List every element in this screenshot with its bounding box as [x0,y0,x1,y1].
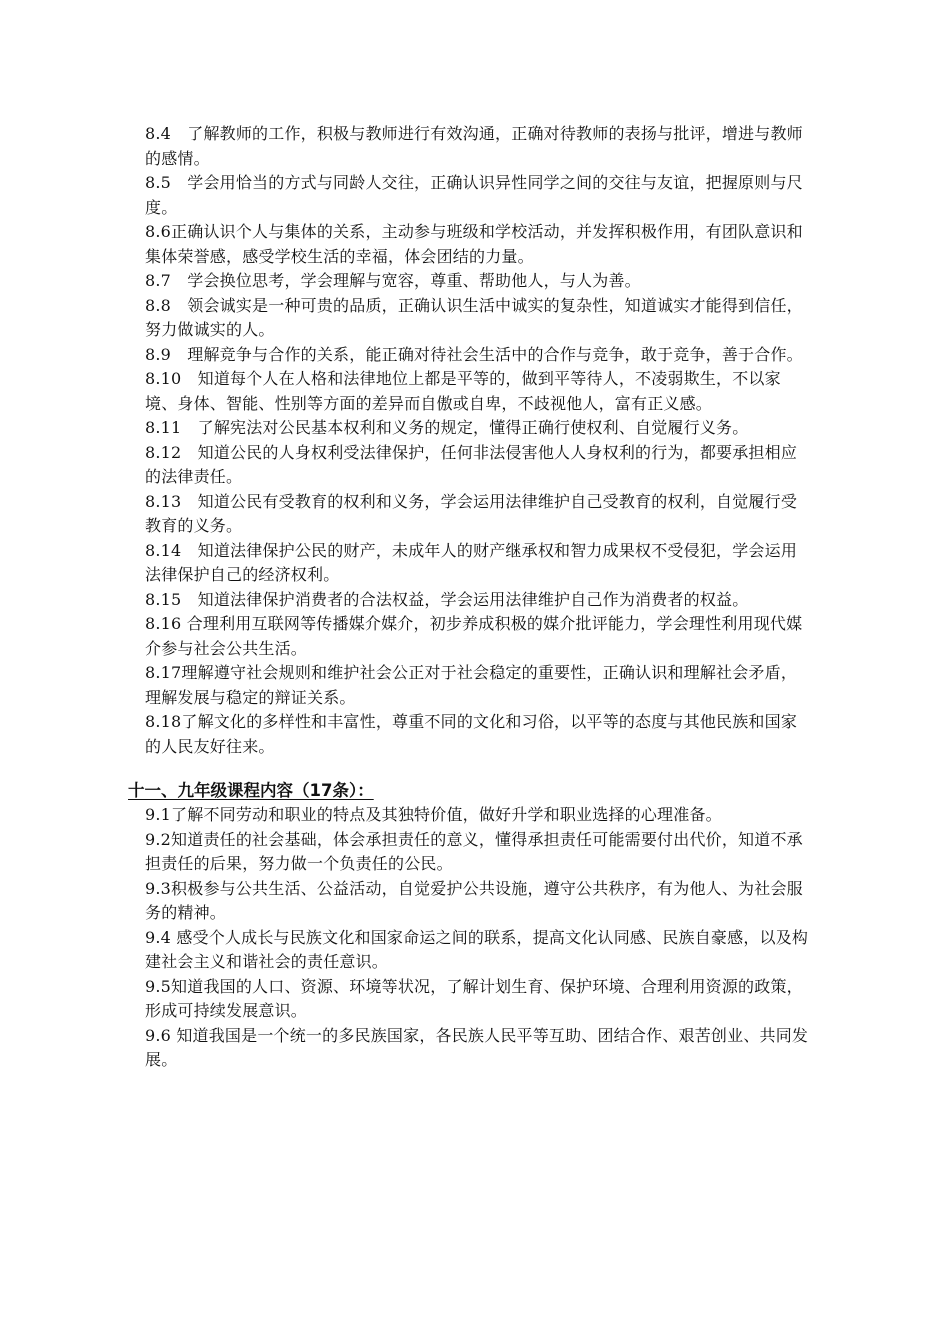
curriculum-item-8-6: 8.6正确认识个人与集体的关系，主动参与班级和学校活动，并发挥积极作用，有团队意识和集体荣誉感，感受学校生活的幸福，体会团结的力量。 [145,222,803,266]
curriculum-item-8-4: 8.4 了解教师的工作，积极与教师进行有效沟通，正确对待教师的表扬与批评，增进与教师的感情。 [145,124,803,168]
curriculum-item-8-12: 8.12 知道公民的人身权利受法律保护，任何非法侵害他人人身权利的行为，都要承担相应的法律责任。 [145,442,798,486]
curriculum-item-9-6: 9.6 知道我国是一个统一的多民族国家，各民族人民平等互助、团结合作、艰苦创业、共同发展。 [145,1025,809,1069]
curriculum-item-8-14: 8.14 知道法律保护公民的财产，未成年人的财产继承权和智力成果权不受侵犯，学会运用法律保护自己的经济权利。 [145,540,798,584]
curriculum-item-8-10: 8.10 知道每个人在人格和法律地位上都是平等的，做到平等待人，不凌弱欺生，不以家境、身体、智能、性别等方面的差异而自傲或自卑，不歧视他人，富有正义感。 [145,369,781,413]
curriculum-item-8-17: 8.17理解遵守社会规则和维护社会公正对于社会稳定的重要性，正确认识和理解社会矛盾，理解发展与稳定的辩证关系。 [145,663,798,707]
curriculum-item-9-5: 9.5知道我国的人口、资源、环境等状况，了解计划生育、保护环境、合理利用资源的政策，形成可持续发展意识。 [145,976,803,1020]
curriculum-item-8-11: 8.11 了解宪法对公民基本权利和义务的规定，懂得正确行使权利、自觉履行义务。 [145,418,749,437]
curriculum-item-8-7: 8.7 学会换位思考，学会理解与宽容，尊重、帮助他人，与人为善。 [145,271,641,290]
curriculum-item-9-4: 9.4 感受个人成长与民族文化和国家命运之间的联系，提高文化认同感、民族自豪感，以及构建社会主义和谐社会的责任意识。 [145,927,809,971]
curriculum-item-8-15: 8.15 知道法律保护消费者的合法权益，学会运用法律维护自己作为消费者的权益。 [145,589,749,609]
curriculum-item-8-5: 8.5 学会用恰当的方式与同龄人交往，正确认识异性同学之间的交往与友谊，把握原则与尺度。 [145,173,803,217]
curriculum-item-9-2: 9.2知道责任的社会基础，体会承担责任的意义，懂得承担责任可能需要付出代价，知道不承担责任的后果，努力做一个负责任的公民。 [145,829,803,873]
curriculum-item-8-13: 8.13 知道公民有受教育的权利和义务，学会运用法律维护自己受教育的权利，自觉履行受教育的义务。 [145,491,798,535]
curriculum-item-8-16: 8.16 合理利用互联网等传播媒介媒介，初步养成积极的媒介批评能力，学会理性利用现代媒介参与社会公共生活。 [145,614,803,658]
curriculum-item-9-1: 9.1了解不同劳动和职业的特点及其独特价值，做好升学和职业选择的心理准备。 [145,805,722,824]
curriculum-item-8-8: 8.8 领会诚实是一种可贵的品质，正确认识生活中诚实的复杂性，知道诚实才能得到信任，努力做诚实的人。 [145,295,803,339]
document-content [128,122,813,1073]
curriculum-item-8-9: 8.9 理解竞争与合作的关系，能正确对待社会生活中的合作与竞争，敢于竞争，善于合作。 [145,344,803,364]
section-heading-grade9: 十一、九年级课程内容（17条）： [128,781,374,800]
curriculum-item-9-3: 9.3积极参与公共生活、公益活动，自觉爱护公共设施，遵守公共秩序，有为他人、为社会服务的精神。 [145,878,803,922]
curriculum-item-8-18: 8.18了解文化的多样性和丰富性，尊重不同的文化和习俗，以平等的态度与其他民族和国家的人民友好往来。 [145,712,798,756]
